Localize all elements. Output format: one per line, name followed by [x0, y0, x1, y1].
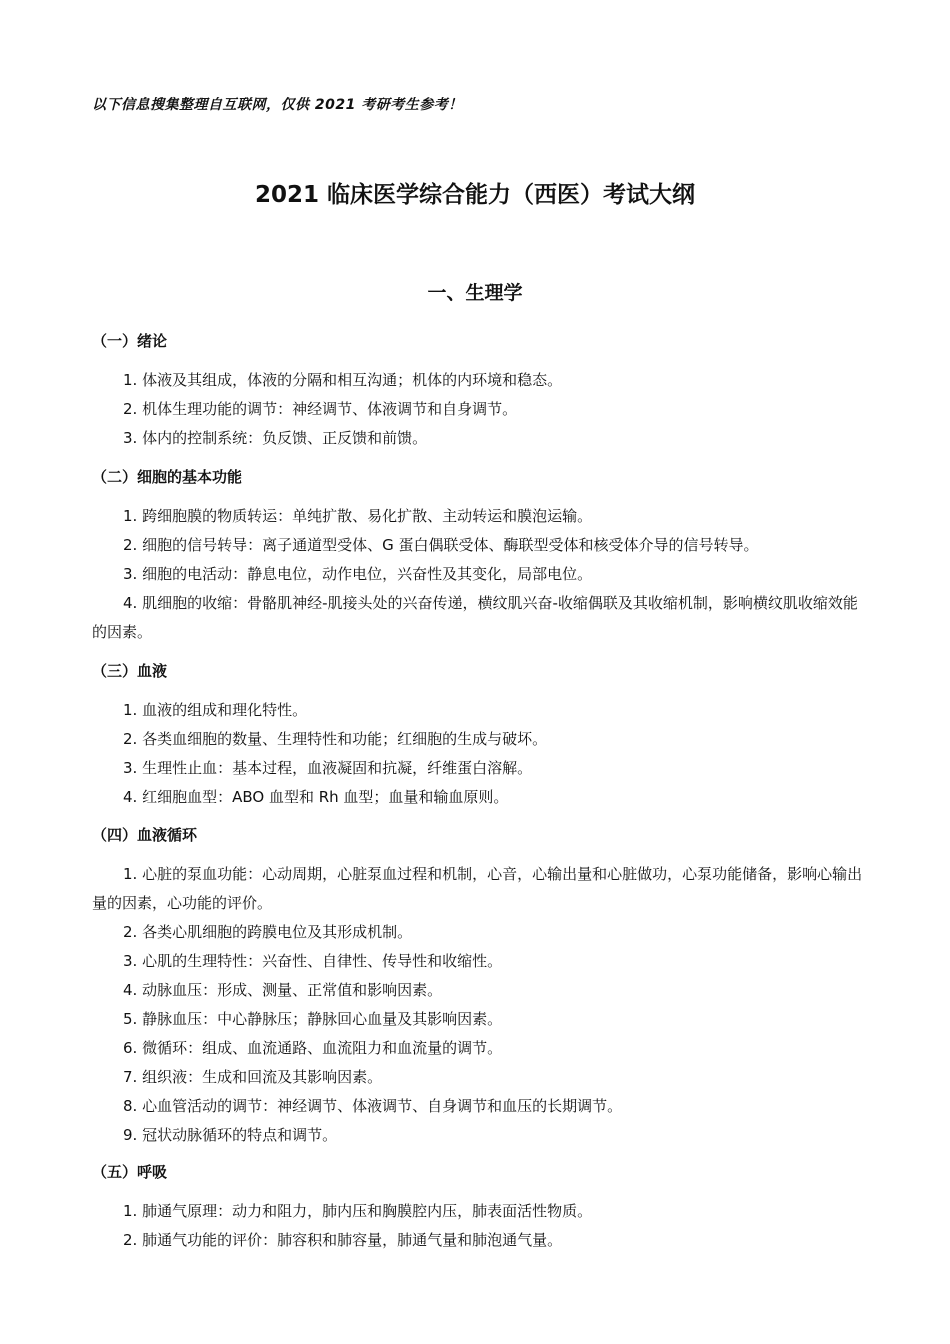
list-item: 5. 静脉血压：中心静脉压；静脉回心血量及其影响因素。	[123, 1010, 503, 1028]
item-list	[92, 502, 872, 647]
list-item: 4. 红细胞血型：ABO 血型和 Rh 血型；血量和输血原则。	[123, 788, 509, 806]
list-item: 3. 细胞的电活动：静息电位，动作电位，兴奋性及其变化，局部电位。	[123, 565, 593, 583]
list-item: 6. 微循环：组成、血流通路、血流阻力和血流量的调节。	[123, 1039, 503, 1057]
item-list	[92, 366, 872, 453]
list-item: 2. 细胞的信号转导：离子通道型受体、G 蛋白偶联受体、酶联型受体和核受体介导的信号转导。	[123, 536, 759, 554]
section-heading: （四）血液循环	[92, 826, 198, 844]
list-item: 3. 心肌的生理特性：兴奋性、自律性、传导性和收缩性。	[123, 952, 503, 970]
section-respiration	[92, 1161, 872, 1255]
section-blood-circulation	[92, 824, 872, 1150]
list-item: 7. 组织液：生成和回流及其影响因素。	[123, 1068, 383, 1086]
section-introduction	[92, 330, 872, 453]
list-item: 3. 体内的控制系统：负反馈、正反馈和前馈。	[123, 429, 428, 447]
section-heading: （二）细胞的基本功能	[92, 468, 243, 486]
section-heading: （三）血液	[92, 662, 168, 680]
section-cell-basic-function	[92, 466, 872, 647]
item-list	[92, 696, 872, 812]
list-item: 4. 肌细胞的收缩：骨骼肌神经-肌接头处的兴奋传递，横纹肌兴奋-收缩偶联及其收缩机制，影响横纹肌收缩效能的因素。	[92, 594, 858, 641]
list-item: 8. 心血管活动的调节：神经调节、体液调节、自身调节和血压的长期调节。	[123, 1097, 623, 1115]
document-title: 2021 临床医学综合能力（西医）考试大纲	[254, 182, 696, 208]
list-item: 3. 生理性止血：基本过程，血液凝固和抗凝，纤维蛋白溶解。	[123, 759, 533, 777]
list-item: 2. 各类心肌细胞的跨膜电位及其形成机制。	[123, 923, 413, 941]
list-item: 2. 机体生理功能的调节：神经调节、体液调节和自身调节。	[123, 400, 518, 418]
section-heading: （一）绪论	[92, 332, 168, 350]
list-item: 4. 动脉血压：形成、测量、正常值和影响因素。	[123, 981, 443, 999]
item-list	[92, 1197, 872, 1255]
list-item: 2. 各类血细胞的数量、生理特性和功能；红细胞的生成与破坏。	[123, 730, 548, 748]
source-notice: 以下信息搜集整理自互联网，仅供 2021 考研考生参考！	[92, 97, 463, 113]
section-heading: （五）呼吸	[92, 1163, 168, 1181]
item-list	[92, 860, 872, 1150]
section-blood	[92, 660, 872, 812]
list-item: 9. 冠状动脉循环的特点和调节。	[123, 1126, 338, 1144]
list-item: 1. 体液及其组成，体液的分隔和相互沟通；机体的内环境和稳态。	[123, 371, 563, 389]
list-item: 1. 肺通气原理：动力和阻力，肺内压和胸膜腔内压，肺表面活性物质。	[123, 1202, 593, 1220]
list-item: 1. 血液的组成和理化特性。	[123, 701, 308, 719]
list-item: 1. 跨细胞膜的物质转运：单纯扩散、易化扩散、主动转运和膜泡运输。	[123, 507, 593, 525]
list-item: 2. 肺通气功能的评价：肺容积和肺容量，肺通气量和肺泡通气量。	[123, 1231, 563, 1249]
part-title: 一、生理学	[427, 282, 523, 304]
list-item: 1. 心脏的泵血功能：心动周期，心脏泵血过程和机制，心音，心输出量和心脏做功，心泵功能储备，影响心输出量的因素，心功能的评价。	[92, 865, 863, 912]
